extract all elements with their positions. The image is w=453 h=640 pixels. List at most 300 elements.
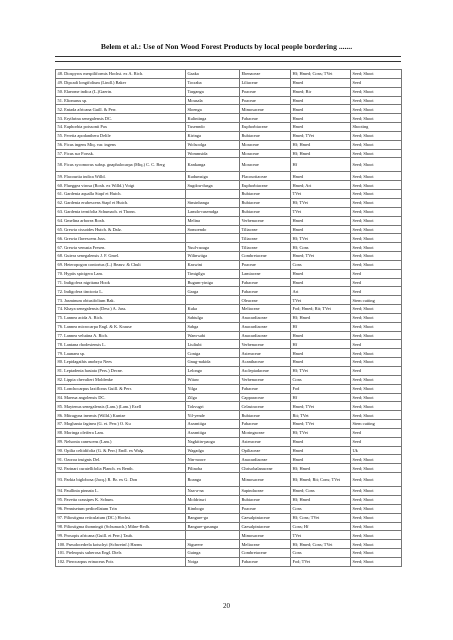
species-cell: 59. Flacourtia indica Willd. xyxy=(56,172,186,181)
propagation-cell: Seed; Shoot xyxy=(351,411,402,420)
species-cell: 92. Parinari curatellifolia Planch. ex Benth. xyxy=(56,464,186,473)
propagation-cell: Seed; Shoot xyxy=(351,216,402,225)
species-cell: 98. Piliostigma thonningii (Schumach.) Milne-Redh. xyxy=(56,522,186,531)
uses-cell: Hmed xyxy=(291,349,351,358)
species-cell: 73. Jasminum obtusifolium Bak. xyxy=(56,296,186,305)
local-name-cell: Wiiaw xyxy=(186,375,240,384)
uses-cell: Hf; Hmed; Cons; TVet xyxy=(291,70,351,79)
table-row xyxy=(56,384,402,393)
propagation-cell: Seed; Shoot xyxy=(351,473,402,487)
propagation-cell: Seed; Shoot xyxy=(351,504,402,513)
local-name-cell: Pilinoba xyxy=(186,464,240,473)
family-cell: Opiliaceae xyxy=(240,446,291,455)
table-row xyxy=(56,375,402,384)
local-name-cell: Wommsida xyxy=(186,149,240,158)
local-name-cell: Arzantiiga xyxy=(186,420,240,429)
propagation-cell: Seed; Shoot xyxy=(351,349,402,358)
species-cell: 62. Gardenia erubescens Stapf et Hutch. xyxy=(56,198,186,207)
species-cell: 94. Paullinia pinnata L. xyxy=(56,487,186,496)
uses-cell: Hf; Hmed; Cons; TVet xyxy=(291,540,351,549)
species-cell: 58. Ficus sycomorus subsp. gnaphalocarpa (Miq.) C. C. Berg xyxy=(56,158,186,172)
species-cell: 95. Pavetta crassipes K. Schum. xyxy=(56,495,186,504)
table-row xyxy=(56,549,402,558)
family-cell: Moringaceae xyxy=(240,428,291,437)
local-name-cell: Naa-a-na xyxy=(186,487,240,496)
family-cell: Mimosaceae xyxy=(240,105,291,114)
species-cell: 65. Grewia cissoides Hutch. & Dalz. xyxy=(56,225,186,234)
propagation-cell: Seed; Shoot xyxy=(351,70,402,79)
uses-cell: TVet xyxy=(291,296,351,305)
local-name-cell: Wilinwiiga xyxy=(186,252,240,261)
propagation-cell: Seed xyxy=(351,287,402,296)
uses-cell: Hf; TVet xyxy=(291,234,351,243)
propagation-cell: Seed; Shoot xyxy=(351,252,402,261)
propagation-cell: Seed; Shoot xyxy=(351,260,402,269)
table-row xyxy=(56,234,402,243)
family-cell: Combretaceae xyxy=(240,549,291,558)
propagation-cell: Seed; Shoot xyxy=(351,540,402,549)
table-row xyxy=(56,158,402,172)
table-row xyxy=(56,455,402,464)
uses-cell: Cons; Hf xyxy=(291,522,351,531)
species-cell: 55. Feretia apodanthera Delile xyxy=(56,131,186,140)
species-cell: 70. Hyptis spicigera Lam. xyxy=(56,269,186,278)
propagation-cell: Seed xyxy=(351,437,402,446)
propagation-cell: Seed; Shoot xyxy=(351,305,402,314)
local-name-cell: Sinsinbanga xyxy=(186,198,240,207)
local-name-cell: Yilga xyxy=(186,384,240,393)
uses-cell: Hmed xyxy=(291,225,351,234)
table-row xyxy=(56,340,402,349)
uses-cell: Hmed; TVet xyxy=(291,252,351,261)
family-cell: Fabaceae xyxy=(240,384,291,393)
page-number: 20 xyxy=(223,602,230,610)
family-cell: Anacardiaceae xyxy=(240,313,291,322)
uses-cell: Hf; TVet xyxy=(291,428,351,437)
table-row xyxy=(56,540,402,549)
propagation-cell: Seed; Shoot xyxy=(351,207,402,216)
table-row xyxy=(56,393,402,402)
propagation-cell: Seed; Shoot xyxy=(351,190,402,199)
uses-cell: Hmed xyxy=(291,216,351,225)
uses-cell: Rit; TVet xyxy=(291,411,351,420)
local-name-cell: Gnug-nakida xyxy=(186,358,240,367)
family-cell: Rubiaceae xyxy=(240,198,291,207)
table-row xyxy=(56,198,402,207)
propagation-cell: Seed; Shoot xyxy=(351,96,402,105)
species-cell: 93. Parkia biglobosa (Jacq.) R. Br. ex G. Don xyxy=(56,473,186,487)
uses-cell: Hmed; TVet xyxy=(291,420,351,429)
family-cell: Rubiaceae xyxy=(240,131,291,140)
table-row xyxy=(56,140,402,149)
uses-cell: Hmed xyxy=(291,172,351,181)
local-name-cell: Lelongo xyxy=(186,367,240,376)
table-row xyxy=(56,513,402,522)
table-row xyxy=(56,216,402,225)
species-cell: 89. Nelsonia canescens (Lam.) xyxy=(56,437,186,446)
propagation-cell: Stem cutting xyxy=(351,420,402,429)
local-name-cell: Timigilga xyxy=(186,269,240,278)
propagation-cell: Seed; Shoot xyxy=(351,487,402,496)
uses-cell: Hmed xyxy=(291,269,351,278)
propagation-cell: Seed; Shoot xyxy=(351,557,402,566)
table-row xyxy=(56,331,402,340)
propagation-cell: Seed; Shoot xyxy=(351,322,402,331)
table-row xyxy=(56,313,402,322)
local-name-cell xyxy=(186,296,240,305)
family-cell: Verbenaceae xyxy=(240,216,291,225)
family-cell: Poaceae xyxy=(240,260,291,269)
uses-cell: Hmed; Bir xyxy=(291,87,351,96)
family-cell: Sapindaceae xyxy=(240,487,291,496)
uses-cell: Hmed; Cons xyxy=(291,487,351,496)
table-row xyxy=(56,322,402,331)
local-name-cell: Sigueere xyxy=(186,540,240,549)
local-name-cell: Sabtulga xyxy=(186,313,240,322)
species-cell: 75. Lannea acida A. Rich. xyxy=(56,313,186,322)
uses-cell: Hf xyxy=(291,158,351,172)
propagation-cell: Seed; Shoot xyxy=(351,149,402,158)
local-name-cell: Yuul-raoaga xyxy=(186,243,240,252)
uses-cell: Hf; Hmed; Rit; Cons; TVet xyxy=(291,473,351,487)
uses-cell: Hmed xyxy=(291,105,351,114)
uses-cell: Hf xyxy=(291,340,351,349)
family-cell: Fabaceae xyxy=(240,557,291,566)
family-cell: Moraceae xyxy=(240,149,291,158)
family-cell: Fabaceae xyxy=(240,420,291,429)
table-row xyxy=(56,181,402,190)
table-row xyxy=(56,96,402,105)
propagation-cell: Seed; Shoot xyxy=(351,87,402,96)
propagation-cell: Seed; Shoot xyxy=(351,549,402,558)
family-cell: Fabaceae xyxy=(240,278,291,287)
family-cell: Capparaceae xyxy=(240,393,291,402)
table-row xyxy=(56,225,402,234)
running-header: Belem et al.: Use of Non Wood Forest Products by local people bordering ....... xyxy=(100,42,353,51)
local-name-cell: Garga xyxy=(186,287,240,296)
propagation-cell: Seed; Shoot xyxy=(351,375,402,384)
local-name-cell: Sloenga xyxy=(186,105,240,114)
family-cell: Rubiaceae xyxy=(240,207,291,216)
species-cell: 91. Ozoroa insignis Del. xyxy=(56,455,186,464)
local-name-cell: Targanga xyxy=(186,87,240,96)
propagation-cell: Seed; Shoot xyxy=(351,513,402,522)
family-cell: Chrisobalanaceae xyxy=(240,464,291,473)
local-name-cell: Wam-sabi xyxy=(186,331,240,340)
uses-cell: Hmed xyxy=(291,358,351,367)
species-cell: 77. Lannea velutina A. Rich. xyxy=(56,331,186,340)
family-cell: Acanthaceae xyxy=(240,358,291,367)
local-name-cell: Kuka xyxy=(186,305,240,314)
local-name-cell: Tocraba xyxy=(186,78,240,87)
local-name-cell: Tusenndo xyxy=(186,123,240,132)
local-name-cell: Melina xyxy=(186,216,240,225)
propagation-cell: Seed xyxy=(351,269,402,278)
family-cell: Anacardiaceae xyxy=(240,455,291,464)
species-cell: 102. Pterocarpus erinaceus Poir. xyxy=(56,557,186,566)
family-cell: Tiliaceae xyxy=(240,243,291,252)
uses-cell: Hf xyxy=(291,322,351,331)
family-cell: Asclepiadaceae xyxy=(240,367,291,376)
local-name-cell: Kankanga xyxy=(186,158,240,172)
family-cell: Fabaceae xyxy=(240,114,291,123)
uses-cell: Hmed; TVet xyxy=(291,402,351,411)
family-cell: Euphorbiaceae xyxy=(240,123,291,132)
table-row xyxy=(56,172,402,181)
table-row xyxy=(56,402,402,411)
local-name-cell: Mousala xyxy=(186,96,240,105)
species-cell: 51. Elionurus sp. xyxy=(56,96,186,105)
family-cell: Lamiaceae xyxy=(240,269,291,278)
header-rule xyxy=(55,56,401,57)
propagation-cell: Seed; Shoot xyxy=(351,358,402,367)
table-row xyxy=(56,349,402,358)
uses-cell: Hf; Hmed xyxy=(291,464,351,473)
family-cell: Caesalpiniaceae xyxy=(240,513,291,522)
species-cell: 68. Guiera senegalensis J. F. Gmel. xyxy=(56,252,186,261)
local-name-cell: Nagkitin-paoga xyxy=(186,437,240,446)
uses-cell: Art xyxy=(291,287,351,296)
local-name-cell: Wagadga xyxy=(186,446,240,455)
local-name-cell: Bangure-ga xyxy=(186,513,240,522)
species-cell: 60. Flueggea virosa (Roxb. ex Willd.) Voigt xyxy=(56,181,186,190)
family-cell: Fabaceae xyxy=(240,287,291,296)
propagation-cell: Seed; Shoot xyxy=(351,522,402,531)
uses-cell: Hmed xyxy=(291,455,351,464)
table-row xyxy=(56,278,402,287)
species-cell: 64. Gmelina arborea Roxb. xyxy=(56,216,186,225)
species-table xyxy=(55,69,402,567)
propagation-cell: Seed; Shoot xyxy=(351,225,402,234)
species-cell: 97. Piliostigma reticulatum (DC.) Hochst. xyxy=(56,513,186,522)
uses-cell: Hmed xyxy=(291,278,351,287)
uses-cell: Hmed; TVet xyxy=(291,131,351,140)
table-row xyxy=(56,420,402,429)
local-name-cell: Nin-noore xyxy=(186,455,240,464)
family-cell: Mimosaceae xyxy=(240,473,291,487)
local-name-cell: Kimbogo xyxy=(186,504,240,513)
table-row xyxy=(56,78,402,87)
propagation-cell: Shooting xyxy=(351,123,402,132)
uses-cell: Hf; Hmed xyxy=(291,140,351,149)
species-cell: 101. Pteleopsis suberosa Engl. Diels xyxy=(56,549,186,558)
species-cell: 72. Indigofera tinctoria L. xyxy=(56,287,186,296)
species-cell: 88. Moringa oleifera Lam. xyxy=(56,428,186,437)
species-cell: 83. Lonchocarpus laxiflorus Guill. & Perr. xyxy=(56,384,186,393)
family-cell: Rubiaceae xyxy=(240,411,291,420)
local-name-cell: Kudumsiga xyxy=(186,172,240,181)
local-name-cell xyxy=(186,234,240,243)
table-row xyxy=(56,123,402,132)
species-cell: 86. Mitragyna inermis (Willd.) Kuntze xyxy=(56,411,186,420)
table-row xyxy=(56,487,402,496)
uses-cell: TVet xyxy=(291,207,351,216)
propagation-cell: Seed xyxy=(351,367,402,376)
local-name-cell: Moldrissri xyxy=(186,495,240,504)
table-row xyxy=(56,437,402,446)
family-cell: Anacardiaceae xyxy=(240,322,291,331)
propagation-cell: Seed xyxy=(351,340,402,349)
local-name-cell: Guinga xyxy=(186,549,240,558)
table-row xyxy=(56,504,402,513)
uses-cell: Hf; Hmed xyxy=(291,313,351,322)
local-name-cell: Tokvugri xyxy=(186,402,240,411)
local-name-cell: Sugdou-dusga xyxy=(186,181,240,190)
propagation-cell: Uk xyxy=(351,446,402,455)
species-cell: 61. Gardenia aqualla Stapf et Hutch. xyxy=(56,190,186,199)
uses-cell: Hmed xyxy=(291,437,351,446)
table-row xyxy=(56,305,402,314)
species-cell: 71. Indigofera nigritana Hook xyxy=(56,278,186,287)
uses-cell: Hf; Hmed xyxy=(291,495,351,504)
species-cell: 56. Ficus ingens Miq. var. ingens xyxy=(56,140,186,149)
propagation-cell: Seed; Shoot xyxy=(351,131,402,140)
local-name-cell: Kiringa xyxy=(186,131,240,140)
propagation-cell: Seed; Shoot xyxy=(351,114,402,123)
family-cell: Verbenaceae xyxy=(240,340,291,349)
species-cell: 78. Lantana rhodesiensis L. xyxy=(56,340,186,349)
propagation-cell: Seed xyxy=(351,78,402,87)
local-name-cell: Liuliubi xyxy=(186,340,240,349)
species-cell: 63. Gardenia ternifolia Schumach. et Thonn. xyxy=(56,207,186,216)
local-name-cell: Arzantiiga xyxy=(186,428,240,437)
local-name-cell xyxy=(186,531,240,540)
local-name-cell: Noiga xyxy=(186,557,240,566)
propagation-cell: Seed; Shoot xyxy=(351,402,402,411)
species-cell: 96. Pennisetum pedicellatum Trin xyxy=(56,504,186,513)
table-row xyxy=(56,473,402,487)
family-cell: Tiliaceae xyxy=(240,234,291,243)
family-cell: Celastraceae xyxy=(240,402,291,411)
species-cell: 50. Elaeome indica (L.)Gaertn. xyxy=(56,87,186,96)
species-cell: 87. Moghania faginea (G. et. Perr.) O. Ku xyxy=(56,420,186,429)
header-rule xyxy=(55,61,401,62)
uses-cell: Hmed xyxy=(291,123,351,132)
local-name-cell: Kulintinga xyxy=(186,114,240,123)
propagation-cell: Seed; Shoot xyxy=(351,531,402,540)
species-cell: 79. Launaea sp. xyxy=(56,349,186,358)
table-row xyxy=(56,557,402,566)
table-row xyxy=(56,495,402,504)
local-name-cell: Yil-yende xyxy=(186,411,240,420)
local-name-cell: Lamdo-rasemdga xyxy=(186,207,240,216)
species-cell: 52. Entada africana Guill. & Perr. xyxy=(56,105,186,114)
species-cell: 49. Dipcadi longifolium (Lindl.) Baker xyxy=(56,78,186,87)
table-row xyxy=(56,70,402,79)
family-cell: Moraceae xyxy=(240,140,291,149)
family-cell: Verbenaceae xyxy=(240,375,291,384)
uses-cell: Cons xyxy=(291,549,351,558)
local-name-cell: Zilga xyxy=(186,393,240,402)
uses-cell: Hf; Hmed xyxy=(291,149,351,158)
species-cell: 67. Grewia venusta Fresen. xyxy=(56,243,186,252)
table-row xyxy=(56,287,402,296)
local-name-cell: Roanga xyxy=(186,473,240,487)
table-row xyxy=(56,464,402,473)
species-cell: 90. Opilia celtidifolia (G. & Perr.) Endl. ex Walp. xyxy=(56,446,186,455)
propagation-cell: Seed; Shoot xyxy=(351,243,402,252)
family-cell: Ebenaceae xyxy=(240,70,291,79)
family-cell: Asteraceae xyxy=(240,349,291,358)
table-row xyxy=(56,367,402,376)
table-row xyxy=(56,269,402,278)
local-name-cell: Gaaka xyxy=(186,70,240,79)
uses-cell: Fod xyxy=(291,384,351,393)
uses-cell: Hmed xyxy=(291,446,351,455)
table-row xyxy=(56,207,402,216)
species-cell: 48. Diospyros mespiliformis Hochst. ex A. Rich. xyxy=(56,70,186,79)
species-cell: 54. Euphorbia poissonii Pax xyxy=(56,123,186,132)
table-row xyxy=(56,531,402,540)
species-cell: 53. Erythrina senegalensis DC. xyxy=(56,114,186,123)
family-cell: Moraceae xyxy=(240,158,291,172)
uses-cell: Hmed xyxy=(291,331,351,340)
uses-cell: Fod; Hmed; Rit; TVet xyxy=(291,305,351,314)
table-row xyxy=(56,105,402,114)
propagation-cell: Seed; Shoot xyxy=(351,105,402,114)
family-cell: Rubiaceae xyxy=(240,190,291,199)
species-cell: 85. Maytenus senegalensis (Lam.) (Lam.) Exell xyxy=(56,402,186,411)
propagation-cell: Seed; Shoot xyxy=(351,313,402,322)
table-row xyxy=(56,522,402,531)
family-cell: Rubiaceae xyxy=(240,495,291,504)
family-cell: Meliaceae xyxy=(240,305,291,314)
species-cell: 80. Lepidagathis anobrya Nees xyxy=(56,358,186,367)
uses-cell: Hmed; Art xyxy=(291,181,351,190)
family-cell: Liliaceae xyxy=(240,78,291,87)
uses-cell: Hf; Cons; TVet xyxy=(291,513,351,522)
propagation-cell: Seed; Shoot xyxy=(351,140,402,149)
uses-cell: Hf; Cons xyxy=(291,243,351,252)
family-cell: Caesalpiniaceae xyxy=(240,522,291,531)
propagation-cell: Seed; Shoot xyxy=(351,393,402,402)
uses-cell: Cons xyxy=(291,375,351,384)
family-cell: Poaceae xyxy=(240,504,291,513)
uses-cell: TVet xyxy=(291,190,351,199)
uses-cell: Hf; TVet xyxy=(291,198,351,207)
species-cell: 82. Lippia chevalieri Moldenke xyxy=(56,375,186,384)
local-name-cell: Sabga xyxy=(186,322,240,331)
family-cell: Combretaceae xyxy=(240,252,291,261)
local-name-cell: Coniga xyxy=(186,349,240,358)
species-cell: 66. Grewia flavescens Juss. xyxy=(56,234,186,243)
propagation-cell: Seed; Shoot xyxy=(351,234,402,243)
family-cell: Oleaceae xyxy=(240,296,291,305)
table-row xyxy=(56,190,402,199)
uses-cell: Hmed xyxy=(291,114,351,123)
family-cell: Euphorbiaceae xyxy=(240,181,291,190)
table-row xyxy=(56,446,402,455)
propagation-cell: Seed; Shoot xyxy=(351,181,402,190)
species-cell: 69. Heteropogon contortus (L.) Beauv. & Chult xyxy=(56,260,186,269)
species-cell: 100. Pseudocedrela kotschyi (Schweinf.) Harms xyxy=(56,540,186,549)
local-name-cell: Bangure-gasanga xyxy=(186,522,240,531)
uses-cell: TVet xyxy=(291,531,351,540)
local-name-cell: Wolsoolga xyxy=(186,140,240,149)
species-cell: 99. Prosopis africana (Guill. et Perr.) Taub. xyxy=(56,531,186,540)
species-cell: 84. Maerua angolensis DC. xyxy=(56,393,186,402)
species-cell: 57. Ficus sur Forssk. xyxy=(56,149,186,158)
table-row xyxy=(56,114,402,123)
propagation-cell: Seed; Shoot xyxy=(351,455,402,464)
propagation-cell: Seed; Shoot xyxy=(351,158,402,172)
uses-cell: Cons xyxy=(291,504,351,513)
uses-cell: Hmed xyxy=(291,96,351,105)
propagation-cell: Seed xyxy=(351,278,402,287)
propagation-cell: Seed; Shoot xyxy=(351,384,402,393)
uses-cell: Fod; TVet xyxy=(291,557,351,566)
propagation-cell: Seed; Shoot xyxy=(351,331,402,340)
